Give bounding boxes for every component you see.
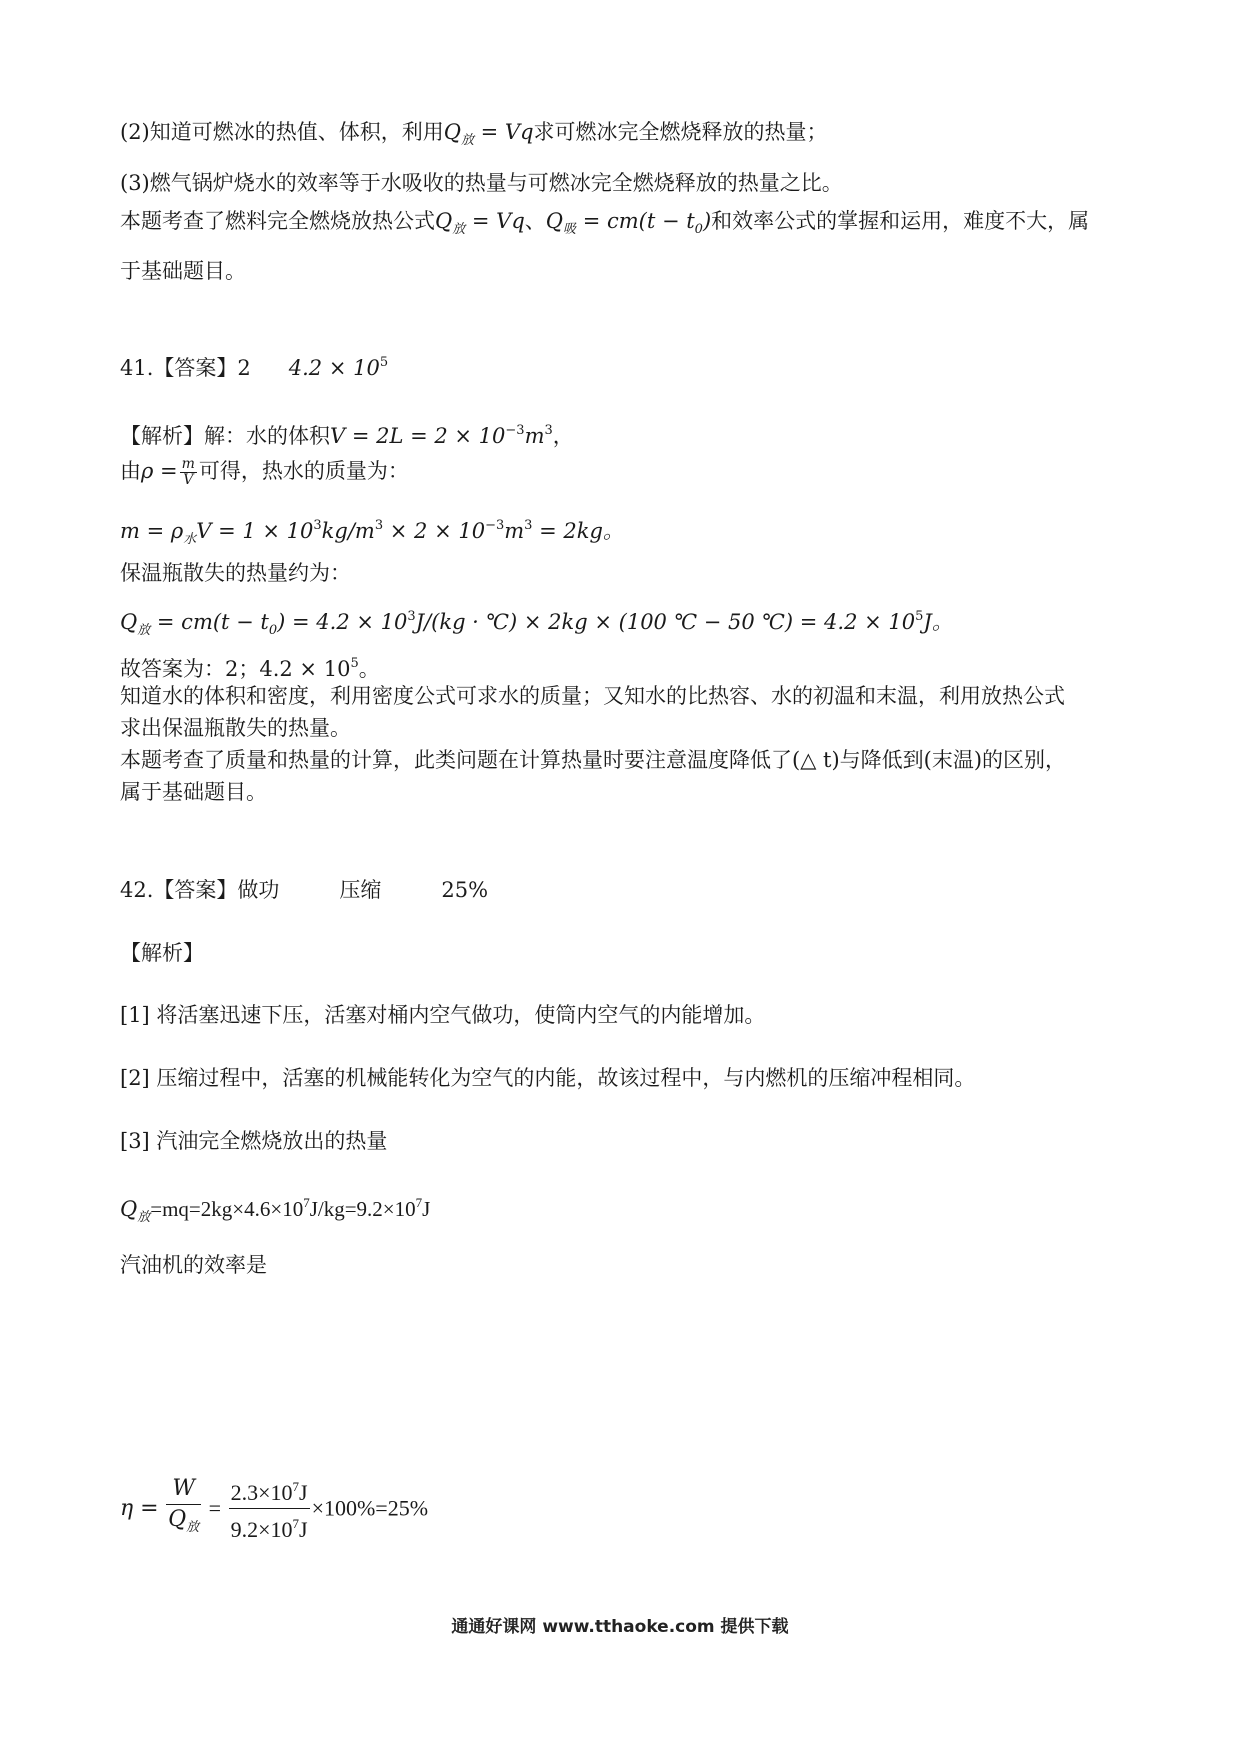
text: 求可燃冰完全燃烧释放的热量；	[533, 120, 828, 144]
formula: ρ =	[141, 459, 178, 483]
formula: Q	[120, 610, 138, 634]
formula: Q	[443, 120, 461, 144]
fraction	[180, 457, 197, 488]
fraction	[166, 1474, 201, 1543]
formula: =	[208, 1495, 222, 1521]
text: 。	[358, 657, 380, 681]
formula-sub: 放	[186, 1520, 200, 1535]
formula: J/kg=9.2×10	[309, 1197, 416, 1221]
formula: =mq=2kg×4.6×10	[150, 1197, 304, 1221]
denominator	[166, 1505, 201, 1543]
formula: Q	[435, 209, 453, 233]
formula-sup: 5	[379, 355, 389, 370]
formula: ) = 4.2 × 10	[277, 610, 408, 634]
formula-sub: 放	[137, 1209, 151, 1224]
formula: Q	[168, 1507, 187, 1532]
text: 【解析】解：水的体积	[120, 424, 330, 448]
formula: V = 2L = 2 × 10	[330, 424, 506, 448]
formula: V = 1 × 10	[196, 519, 314, 543]
text: 本题考查了燃料完全燃烧放热公式	[120, 209, 435, 233]
formula-sup: 7	[292, 1516, 300, 1531]
formula: = 2kg。	[532, 519, 624, 543]
formula: 9.2×10	[230, 1517, 293, 1542]
text-line	[120, 117, 828, 156]
text: 41.【答案】2	[120, 356, 251, 380]
text-line	[120, 649, 380, 684]
text-line: 于基础题目。	[120, 259, 246, 283]
formula: η =	[120, 1496, 159, 1521]
answer-42	[120, 875, 488, 905]
text-line: 属于基础题目。	[120, 780, 267, 804]
text: 42.【答案】做功	[120, 878, 280, 902]
formula: Q	[545, 209, 564, 233]
numerator	[229, 1472, 310, 1509]
text-line: 求出保温瓶散失的热量。	[120, 716, 351, 740]
text-line: 保温瓶散失的热量约为：	[120, 561, 351, 585]
formula-line	[120, 602, 953, 646]
formula-sup: 7	[292, 1479, 300, 1494]
text: 25%	[441, 878, 489, 902]
formula: m	[524, 424, 545, 448]
formula-sup: 7	[303, 1195, 310, 1210]
numerator: m	[181, 456, 195, 472]
text: 和效率公式的掌握和运用，难度不大，属	[711, 209, 1090, 233]
text-line: 本题考查了质量和热量的计算，此类问题在计算热量时要注意温度降低了(△ t)与降低到(末温)的区别，	[120, 748, 1067, 772]
formula-sup: 3	[407, 609, 416, 624]
text-line: [1] 将活塞迅速下压，活塞对桶内空气做功，使筒内空气的内能增加。	[120, 1003, 766, 1027]
text: (2)知道可燃冰的热值、体积，利用	[120, 120, 444, 144]
formula: m = ρ	[120, 519, 184, 543]
formula-sup: 3	[374, 518, 384, 533]
text-line	[120, 416, 574, 451]
text: 、	[524, 209, 546, 233]
efficiency-formula	[120, 1472, 428, 1545]
text: 故答案为：2；4.2 × 10	[120, 657, 351, 681]
formula: kg/m	[321, 519, 375, 543]
formula-sup: 7	[415, 1195, 423, 1210]
formula-sub: 放	[452, 222, 466, 237]
fraction	[229, 1472, 310, 1545]
formula: = Vq	[465, 209, 525, 233]
answer-41	[120, 348, 388, 383]
text-line: [3] 汽油完全燃烧放出的热量	[120, 1129, 388, 1153]
formula-sub: 放	[460, 133, 474, 148]
formula-sup: 5	[915, 609, 924, 624]
formula: J	[299, 1517, 308, 1542]
formula-line	[120, 1188, 430, 1232]
formula: Q	[120, 1197, 138, 1221]
formula-sup: −3	[485, 518, 505, 533]
formula: J/(kg · ℃) × 2kg × (100 ℃ − 50 ℃) = 4.2 × 10	[415, 610, 916, 634]
formula-sup: −3	[505, 423, 525, 438]
numerator: W	[166, 1474, 201, 1505]
formula-sub: 放	[137, 623, 151, 638]
formula-sup: 3	[544, 423, 553, 438]
formula: = Vq	[473, 120, 534, 144]
formula-sub: 吸	[563, 222, 577, 237]
formula-sub: 水	[183, 532, 197, 547]
text: ，	[552, 424, 574, 448]
formula: 4.2 × 10	[288, 356, 380, 380]
formula: = cm(t − t	[576, 209, 695, 233]
formula: 2.3×10	[230, 1480, 293, 1505]
text: 压缩	[339, 878, 382, 902]
text: 由	[120, 459, 141, 483]
formula: J	[422, 1197, 431, 1221]
page-footer: 通通好课网 www.tthaoke.com 提供下载	[451, 1617, 789, 1637]
formula-sub: 0	[268, 623, 278, 638]
formula: ×100%=25%	[311, 1495, 429, 1521]
text-line: 知道水的体积和密度，利用密度公式可求水的质量；又知水的比热容、水的初温和末温，利用放热公式	[120, 684, 1065, 708]
formula: × 2 × 10	[383, 519, 486, 543]
text-line: 【解析】	[120, 941, 204, 965]
formula: )	[702, 209, 712, 233]
denominator	[229, 1509, 310, 1545]
formula-sup: 3	[313, 518, 322, 533]
formula-sup: 3	[524, 518, 533, 533]
formula: J。	[923, 610, 953, 634]
formula: J	[299, 1480, 308, 1505]
formula-sub: 0	[694, 222, 703, 237]
text-line	[120, 206, 1089, 245]
text-line: (3)燃气锅炉烧水的效率等于水吸收的热量与可燃冰完全燃烧释放的热量之比。	[120, 171, 843, 195]
formula-line	[120, 511, 624, 555]
denominator: V	[183, 472, 194, 488]
text-line	[120, 456, 409, 488]
text: 可得，热水的质量为：	[198, 459, 409, 483]
formula: m	[504, 519, 525, 543]
formula: = cm(t − t	[150, 610, 269, 634]
text-line: 汽油机的效率是	[120, 1253, 267, 1277]
formula-sup: 5	[350, 656, 359, 671]
text-line: [2] 压缩过程中，活塞的机械能转化为空气的内能，故该过程中，与内燃机的压缩冲程相同。	[120, 1066, 976, 1090]
